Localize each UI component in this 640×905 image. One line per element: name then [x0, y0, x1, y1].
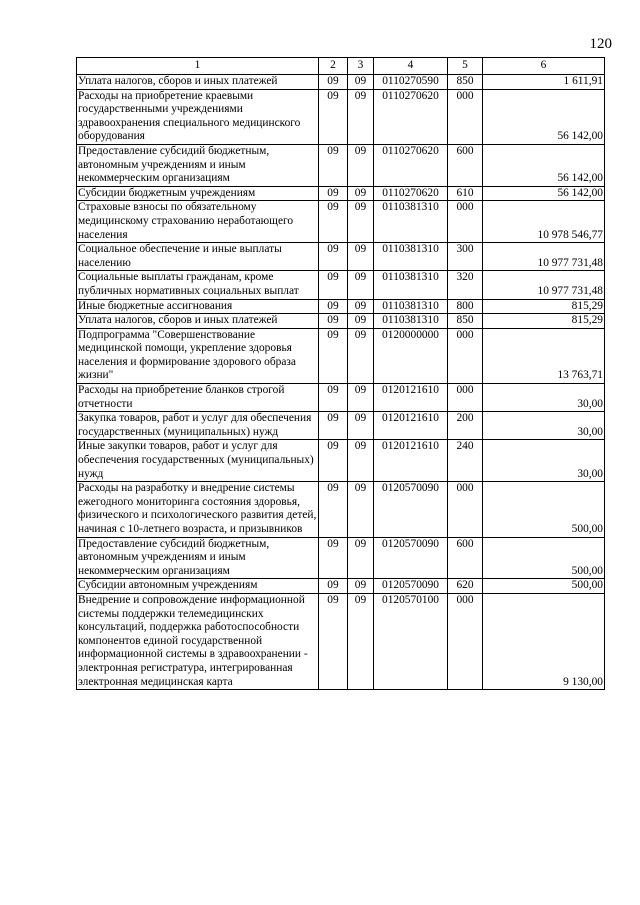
row-code-5: 000 — [448, 328, 483, 383]
row-code-4: 0120570090 — [374, 579, 448, 594]
row-code-5: 000 — [448, 593, 483, 689]
table-row — [77, 440, 605, 482]
column-header-6: 6 — [483, 58, 605, 75]
row-sum: 56 142,00 — [483, 186, 605, 201]
row-code-2: 09 — [319, 314, 348, 329]
row-code-4: 0120121610 — [374, 412, 448, 440]
row-code-2: 09 — [319, 243, 348, 271]
budget-table — [76, 57, 605, 690]
row-code-5: 000 — [448, 482, 483, 537]
column-header-4: 4 — [374, 58, 448, 75]
row-code-5: 200 — [448, 412, 483, 440]
row-code-2: 09 — [319, 593, 348, 689]
row-code-4: 0110381310 — [374, 314, 448, 329]
row-sum: 56 142,00 — [483, 89, 605, 144]
row-code-2: 09 — [319, 299, 348, 314]
row-code-3: 09 — [348, 482, 374, 537]
row-code-4: 0110270590 — [374, 75, 448, 90]
row-name: Иные бюджетные ассигнования — [77, 299, 319, 314]
row-sum: 9 130,00 — [483, 593, 605, 689]
row-code-5: 600 — [448, 537, 483, 579]
row-name: Внедрение и сопровождение информационной системы поддержки телемедицинских консультаций, поддержка работоспособности компонентов единой государственной информационной системы в здравоохранении - электронная регистратура, интегрированная электронная медицинская карта — [77, 593, 319, 689]
row-code-3: 09 — [348, 243, 374, 271]
table-row — [77, 89, 605, 144]
table-row — [77, 384, 605, 412]
row-code-2: 09 — [319, 412, 348, 440]
page-number: 120 — [589, 36, 612, 52]
row-code-3: 09 — [348, 537, 374, 579]
table-row — [77, 299, 605, 314]
row-name: Страховые взносы по обязательному медицинскому страхованию неработающего населения — [77, 201, 319, 243]
row-code-3: 09 — [348, 314, 374, 329]
row-code-2: 09 — [319, 89, 348, 144]
table-row — [77, 328, 605, 383]
row-code-3: 09 — [348, 144, 374, 186]
row-code-5: 850 — [448, 75, 483, 90]
table-row — [77, 186, 605, 201]
row-code-4: 0120570090 — [374, 537, 448, 579]
row-code-4: 0120570100 — [374, 593, 448, 689]
row-code-3: 09 — [348, 271, 374, 299]
row-code-5: 300 — [448, 243, 483, 271]
row-sum: 30,00 — [483, 440, 605, 482]
row-sum: 500,00 — [483, 537, 605, 579]
column-header-2: 2 — [319, 58, 348, 75]
row-code-4: 0110270620 — [374, 89, 448, 144]
row-code-3: 09 — [348, 384, 374, 412]
column-header-1: 1 — [77, 58, 319, 75]
row-sum: 10 977 731,48 — [483, 271, 605, 299]
row-code-2: 09 — [319, 579, 348, 594]
table-row — [77, 537, 605, 579]
table-header — [77, 58, 605, 75]
row-name: Подпрограмма "Совершенствование медицинской помощи, укрепление здоровья населения и формирование здорового образа жизни" — [77, 328, 319, 383]
row-sum: 13 763,71 — [483, 328, 605, 383]
row-code-5: 000 — [448, 384, 483, 412]
row-code-3: 09 — [348, 299, 374, 314]
row-code-5: 000 — [448, 89, 483, 144]
row-code-2: 09 — [319, 201, 348, 243]
row-code-3: 09 — [348, 186, 374, 201]
table-row — [77, 243, 605, 271]
row-name: Расходы на приобретение краевыми государственными учреждениями здравоохранения специального медицинского оборудования — [77, 89, 319, 144]
row-code-5: 600 — [448, 144, 483, 186]
row-name: Закупка товаров, работ и услуг для обеспечения государственных (муниципальных) нужд — [77, 412, 319, 440]
row-code-3: 09 — [348, 440, 374, 482]
row-name: Социальные выплаты гражданам, кроме публичных нормативных социальных выплат — [77, 271, 319, 299]
row-name: Уплата налогов, сборов и иных платежей — [77, 314, 319, 329]
row-code-4: 0120121610 — [374, 384, 448, 412]
table-row — [77, 144, 605, 186]
table-body — [77, 75, 605, 690]
row-sum: 56 142,00 — [483, 144, 605, 186]
row-code-4: 0110381310 — [374, 243, 448, 271]
row-code-3: 09 — [348, 579, 374, 594]
row-code-2: 09 — [319, 271, 348, 299]
row-code-3: 09 — [348, 412, 374, 440]
row-sum: 1 611,91 — [483, 75, 605, 90]
row-code-5: 850 — [448, 314, 483, 329]
row-sum: 815,29 — [483, 314, 605, 329]
row-code-4: 0110381310 — [374, 299, 448, 314]
row-code-4: 0110270620 — [374, 186, 448, 201]
table-row — [77, 271, 605, 299]
row-sum: 30,00 — [483, 384, 605, 412]
row-code-2: 09 — [319, 537, 348, 579]
row-code-3: 09 — [348, 89, 374, 144]
row-code-2: 09 — [319, 440, 348, 482]
row-code-2: 09 — [319, 482, 348, 537]
row-code-2: 09 — [319, 328, 348, 383]
row-sum: 10 978 546,77 — [483, 201, 605, 243]
row-code-5: 320 — [448, 271, 483, 299]
row-name: Расходы на приобретение бланков строгой отчетности — [77, 384, 319, 412]
row-sum: 500,00 — [483, 482, 605, 537]
row-code-2: 09 — [319, 75, 348, 90]
row-sum: 815,29 — [483, 299, 605, 314]
row-code-4: 0110381310 — [374, 271, 448, 299]
row-sum: 30,00 — [483, 412, 605, 440]
table-row — [77, 314, 605, 329]
row-code-3: 09 — [348, 593, 374, 689]
row-name: Предоставление субсидий бюджетным, автономным учреждениям и иным некоммерческим организациям — [77, 537, 319, 579]
row-name: Субсидии бюджетным учреждениям — [77, 186, 319, 201]
row-sum: 10 977 731,48 — [483, 243, 605, 271]
header-row — [77, 58, 605, 75]
row-code-5: 610 — [448, 186, 483, 201]
row-code-3: 09 — [348, 328, 374, 383]
table-row — [77, 579, 605, 594]
row-name: Уплата налогов, сборов и иных платежей — [77, 75, 319, 90]
row-sum: 500,00 — [483, 579, 605, 594]
table-row — [77, 593, 605, 689]
row-name: Иные закупки товаров, работ и услуг для обеспечения государственных (муниципальных) нужд — [77, 440, 319, 482]
table-row — [77, 412, 605, 440]
row-code-3: 09 — [348, 75, 374, 90]
column-header-3: 3 — [348, 58, 374, 75]
row-name: Субсидии автономным учреждениям — [77, 579, 319, 594]
row-code-4: 0120000000 — [374, 328, 448, 383]
row-name: Социальное обеспечение и иные выплаты населению — [77, 243, 319, 271]
row-name: Предоставление субсидий бюджетным, автономным учреждениям и иным некоммерческим организациям — [77, 144, 319, 186]
row-code-4: 0120121610 — [374, 440, 448, 482]
row-code-5: 800 — [448, 299, 483, 314]
row-code-4: 0110270620 — [374, 144, 448, 186]
row-code-2: 09 — [319, 384, 348, 412]
table-row — [77, 201, 605, 243]
row-name: Расходы на разработку и внедрение системы ежегодного мониторинга состояния здоровья, физического и психологического развития детей, начиная с 10-летнего возраста, и призывников — [77, 482, 319, 537]
row-code-4: 0120570090 — [374, 482, 448, 537]
row-code-4: 0110381310 — [374, 201, 448, 243]
row-code-5: 620 — [448, 579, 483, 594]
row-code-3: 09 — [348, 201, 374, 243]
row-code-2: 09 — [319, 186, 348, 201]
table-row — [77, 482, 605, 537]
row-code-2: 09 — [319, 144, 348, 186]
row-code-5: 000 — [448, 201, 483, 243]
row-code-5: 240 — [448, 440, 483, 482]
table-row — [77, 75, 605, 90]
column-header-5: 5 — [448, 58, 483, 75]
